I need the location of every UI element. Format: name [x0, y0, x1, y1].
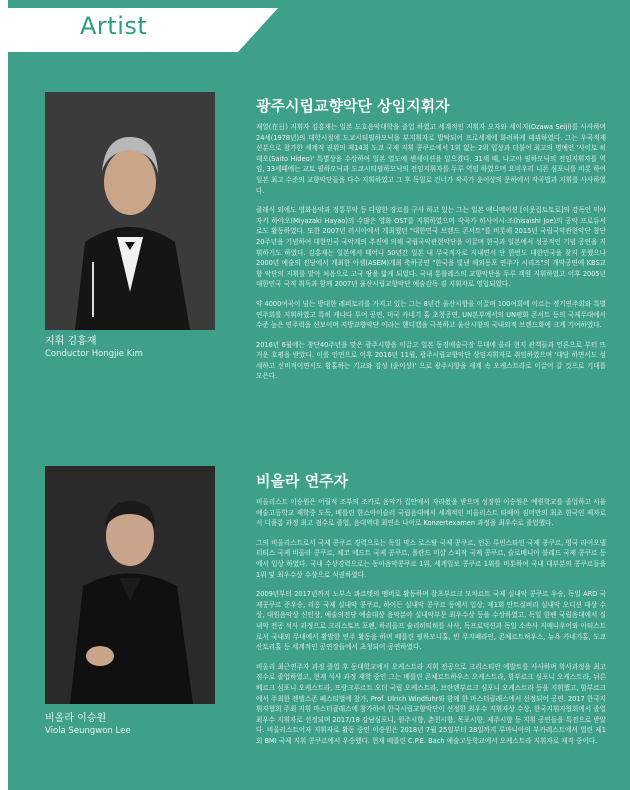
bio-paragraph: 비올리 최근연주자 과정 졸업 후 동대학교에서 오케스트라 지휘 전공으로 크리스티안 에발트를 사사하며 학사과정을 최고 점수로 졸업하였고, 현재 석사 과정 재학 중인 그는 베를린 콘체르트하우스 오케스트라, 함부르크 심포니 오케스트라, 뉘른베르크 심포니 오케스트라, 프랑크푸르트 오더 국립 오케스트라, 브란덴부르크 심포니 오케스트라 등을 지휘했고, 함부르크에서 주최한 젠델스존 페스티벌에 참가, Prof. Ulrich Windfuhr와 함께 한 마스터클래스에서 선정되어 공연. 2017 한국지휘자협회 주최 지휘 마스터클래스에 참가하여 한국시립교향악단이 선정한 최우수 지휘자상 수상, 한국지휘자협회에서 졸업 최우수 지휘자로 선정되며 2017/18 강남심포니, 원주시향, 춘천시향, 목포시향, 제주시향 등 지휘 공연들을 특전으로 받았다. 비올리스트이자 지휘자로 활동 중인 이승원은 2018년 7월 25일부터 28일까지 루마니아의 부카레스트에서 열린 제1회 BMI 국제 지휘 콩쿠르에서 우승했다. 현재 베를린 C.P.E. Bach 예술고등학교에서 오케스트라 지휘자로 재직 중이다.	[256, 662, 606, 745]
bio-paragraph: 재일(在日) 지휘자 김홍재는 일본 도호음악대학을 졸업 하였고 세계적인 지휘자 오자와 세이지(Ozawa Seiji)를 사사하며 24세(1978년)의 대학시절에 도쿄시티필하모닉을 부지휘자로 발탁되어 프로세계에 화려하게 데뷔하였다. 그는 우곡적재 신분으로 참가한 세계적 권위의 제14회 도쿄 국제 지휘 콩쿠르에서 1위 없는 2위 입상과 더불어 최고의 명예인 '사이토 히데오(Saito Hideo)' 특별상을 수상하여 일본 열도에 센세이션을 일으켰다. 31세 때, 나고야 필하모닉의 전임지휘자를 역임, 33세때에는 교토 필하모닉과 도쿄시티필하모닉의 전임지휘자를 두루 역임 하였으며 요미우리 니폰 심포니를 비롯 하여 일본 최고 수준의 교향악단들을 다수 지휘하였고 그 후 독일로 건너가 작곡가 윤이상의 문하에서 작곡법과 지휘를 사사하였다.	[256, 123, 606, 195]
violist-caption-en: Viola Seungwon Lee	[45, 726, 131, 736]
page-title: Artist	[80, 12, 148, 40]
header-tab-slant	[238, 8, 278, 52]
bio-paragraph: 약 4000여곡이 넘는 방대한 레퍼토리를 가지고 있는 그는 8년간 울산시향을 이끌며 100여회에 이르는 정기연주회와 특별연주회를 지휘하였고 특히 캐나다 투어 공연, 미국 카네기 홀 초청공연, UN본부에서의 UN평화 콘서트 등의 국제무대에서 수준 높은 연주력을 선보이며 지방교향악단 이라는 핸디캡을 극복하고 울산시향의 국내외적 브랜드화에 크게 기여하였다.	[256, 299, 606, 330]
conductor-portrait-illustration	[45, 92, 215, 330]
violist-caption	[45, 712, 131, 738]
section-title-conductor: 광주시립교향악단 상임지휘자	[256, 97, 450, 115]
bio-paragraph: 그의 비올리스트로서 국제 콩쿠르 경력으로는 독일 막스 로스탈 국제 콩쿠르, 인돈 루빈스타인 국제 콩쿠르, 영국 라이오넬 터티스 국제 비올라 콩쿠르, 체코 에드트 국제 콩쿠르, 폴란드 미샬 스피작 국제 콩쿠르, 슬로베니아 블레드 국제 콩쿠르 등에서 입상 하였다. 국내 수상경력으로는 동아음악콩쿠르 1위, 세계일보 콩쿠르 1위를 비롯하여 국내 대부분의 콩쿠르들을 1위 및 최우수상 수상으로 석권하였다.	[256, 538, 606, 579]
bio-paragraph: 2016년 6월에는 창단40주년을 맞은 광주시향을 이끌고 일본 동경예술극장 무대에 올라 현지 관객들과 언론으로 부터 뜨거운 호평을 받았다. 이를 인연으로 이후 2016년 11월, 광주시립교향악단 상임지휘자로 취임하였으며 '대담 하면서도 섬세하고 신비적이면서도 황홀하는 기교와 감성 (윤이상)' 으로 광주시향을 세계 속 오케스트라로 이끌어 갈 것으로 기대를 모은다.	[256, 340, 606, 381]
violist-bio	[256, 497, 606, 755]
bio-paragraph: 클래식 외에도 영화음악과 정통무악 등 다양한 장르를 구사 하고 있는 그는 일본 애니메이션 [이웃집토토로]의 감독인 미야자키 하야오(Miyazaki Hayao)의 수많은 영화 OST를 지휘하였으며 작곡가 히사이시-조(hisaishi Joe)의 공악 프로듀서로도 활동하였다. 또한 2007년 러시아에서 개최했던 "대한민국 브랜드 콘서트"를 비롯해 2015년 국립국악관현악단 창단 20주년을 기념하여 대한민국 국악계의 추진에 의해 국립국악관현악단을 이끌며 한국과 일본에서 성공적인 기념 공연을 지휘하기도 하였다. 김홍재는 일본에서 태어나 50년간 일본 내 무국적자로 지내면서 단 한번도 대한민국을 찾지 못했으나 2000년 예술의 전당에서 개최한 아셈(ASEM)개최 축하공연 "한국을 빛낸 해외동포 연주가 시리즈"의 개막공연에 KBS교향 악단의 지휘를 맡아 처음으로 고국 땅을 밟게 되었다. 국내 통틀레스의 교향악단을 두루 객원 지휘하였고 이후 2005년 대한민국 국적 취득과 함께 2007년 울산시립교향악단 예술감독 겸 지휘자로 영입되었다.	[256, 206, 606, 289]
violist-portrait-illustration	[45, 466, 215, 704]
violist-photo	[45, 466, 215, 704]
section-title-violist: 비올라 연주자	[256, 472, 349, 490]
bio-paragraph: 2009년부터 2017년까지 노부스 콰르텟의 멤버로 활동하며 잘츠부르크 모차르트 국제 실내악 콩쿠르 우승, 독일 ARD 국제콩쿠르 준우승, 리옹 국제 실내악 콩쿠르, 하이든 실내악 콩쿠르 등에서 입상, 제1회 안트실버리 실내악 오디션 대상 수상, 대원음악상 신인상, 예술의전당 예술대상 음악분야 실내악부문 최우수상 등을 수상하였고, 독일 한팬 국립음대에서 실내악 전공 석사 과정으로 크리스토프 포펜, 하리올프 슐리히티히를 사사, 독프로덕션과 독일 소속사 지매나우어와 아티스트로서 국내외 무대에서 활발한 연주 활동을 하며 베를린 필하모니홀, 빈 무지페라인, 콘체르트허우스, 뉴욕 카네기홀, 도쿄 산토리홀 등 세계적인 공연장들에서 초청되어 공연하였다.	[256, 590, 606, 652]
bio-paragraph: 비올리스트 이승원은 어릴적 조부의 조카로 음악가 집안에서 자라왔을 받으며 성장한 이승원은 예원학교를 졸업하고 서울 예술고등학교 재학중 도독, 베를린 한스아이슬러 국립음대에서 세계적인 비올리스트 타베아 짐머만의 최초 한국인 제자로서 디플롬 과정 최고 점수로 졸업, 음대역대 최연소 나이로 Konzertexamen 과정을 최우수로 졸업했다.	[256, 498, 606, 528]
conductor-bio	[256, 122, 606, 391]
conductor-caption-en: Conductor Hongjie Kim	[45, 349, 143, 359]
conductor-caption-ko: 지휘 김홍재	[45, 336, 97, 347]
conductor-caption	[45, 335, 143, 361]
violist-caption-ko: 비올라 이승원	[45, 713, 107, 724]
conductor-photo	[45, 92, 215, 330]
